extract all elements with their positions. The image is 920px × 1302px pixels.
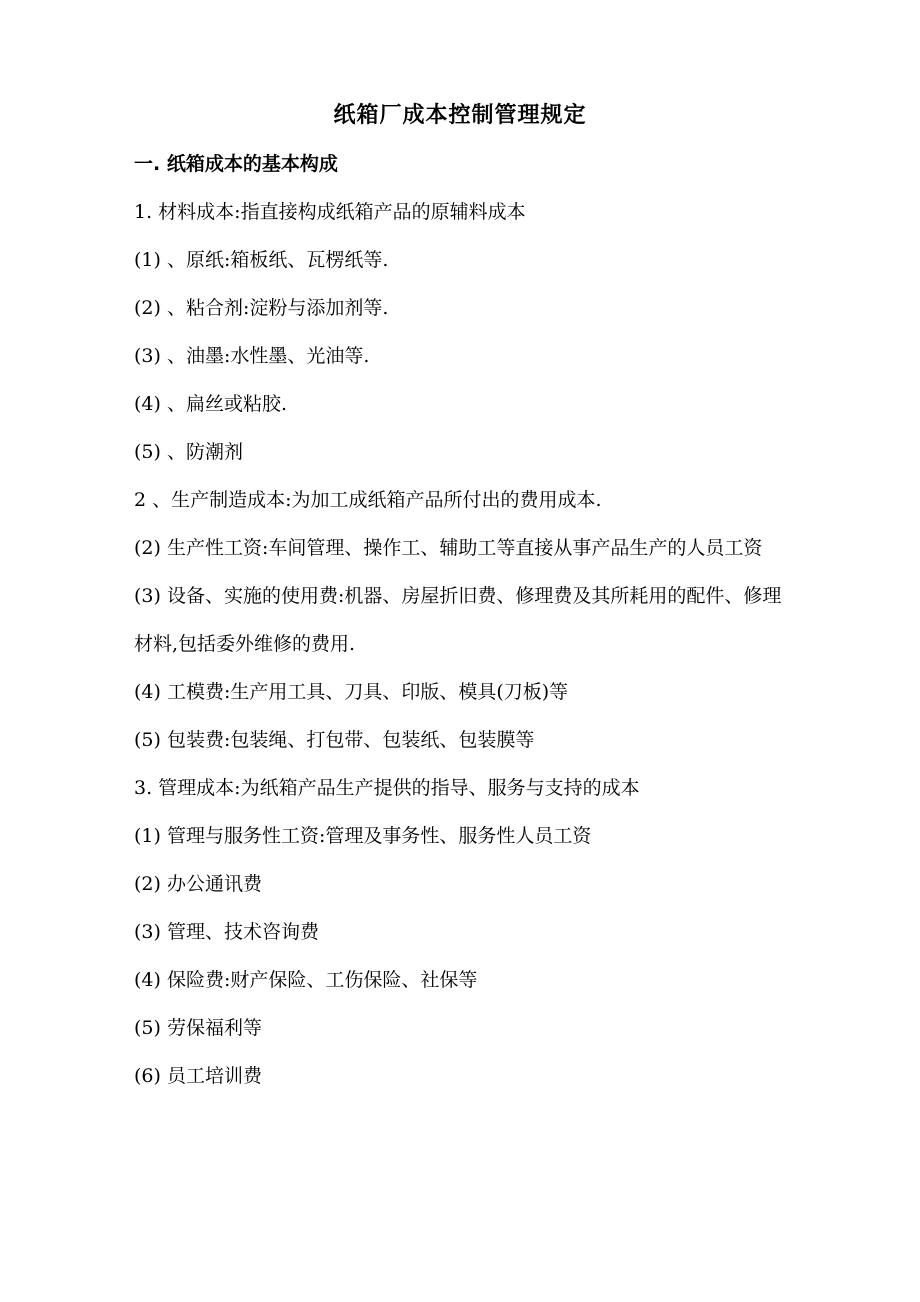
item-moisture-proofing: (5) 、防潮剂 xyxy=(134,441,243,463)
item-manufacturing-cost: 2 、生产制造成本:为加工成纸箱产品所付出的费用成本. xyxy=(134,489,602,511)
item-training: (6) 员工培训费 xyxy=(134,1065,262,1087)
item-management-wages: (1) 管理与服务性工资:管理及事务性、服务性人员工资 xyxy=(134,825,592,847)
document-body xyxy=(134,144,794,1100)
item-wire-or-glue: (4) 、扁丝或粘胶. xyxy=(134,393,287,415)
item-management-cost: 3. 管理成本:为纸箱产品生产提供的指导、服务与支持的成本 xyxy=(134,777,640,799)
item-office-communication: (2) 办公通讯费 xyxy=(134,873,262,895)
item-welfare: (5) 劳保福利等 xyxy=(134,1017,262,1039)
item-adhesive: (2) 、粘合剂:淀粉与添加剂等. xyxy=(134,297,389,319)
item-packaging-cost: (5) 包装费:包装绳、打包带、包装纸、包装膜等 xyxy=(134,729,535,751)
item-material-cost: 1. 材料成本:指直接构成纸箱产品的原辅料成本 xyxy=(134,201,526,223)
item-equipment-usage: (3) 设备、实施的使用费:机器、房屋折旧费、修理费及其所耗用的配件、修理材料,包括委外维修的费用. xyxy=(134,585,782,655)
page-title: 纸箱厂成本控制管理规定 xyxy=(333,103,587,128)
section-heading: 一. 纸箱成本的基本构成 xyxy=(134,153,338,175)
item-consulting: (3) 管理、技术咨询费 xyxy=(134,921,319,943)
item-production-wages: (2) 生产性工资:车间管理、操作工、辅助工等直接从事产品生产的人员工资 xyxy=(134,537,763,559)
item-tooling-cost: (4) 工模费:生产用工具、刀具、印版、模具(刀板)等 xyxy=(134,681,569,703)
item-insurance: (4) 保险费:财产保险、工伤保险、社保等 xyxy=(134,969,478,991)
item-ink: (3) 、油墨:水性墨、光油等. xyxy=(134,345,370,367)
item-base-paper: (1) 、原纸:箱板纸、瓦楞纸等. xyxy=(134,249,389,271)
